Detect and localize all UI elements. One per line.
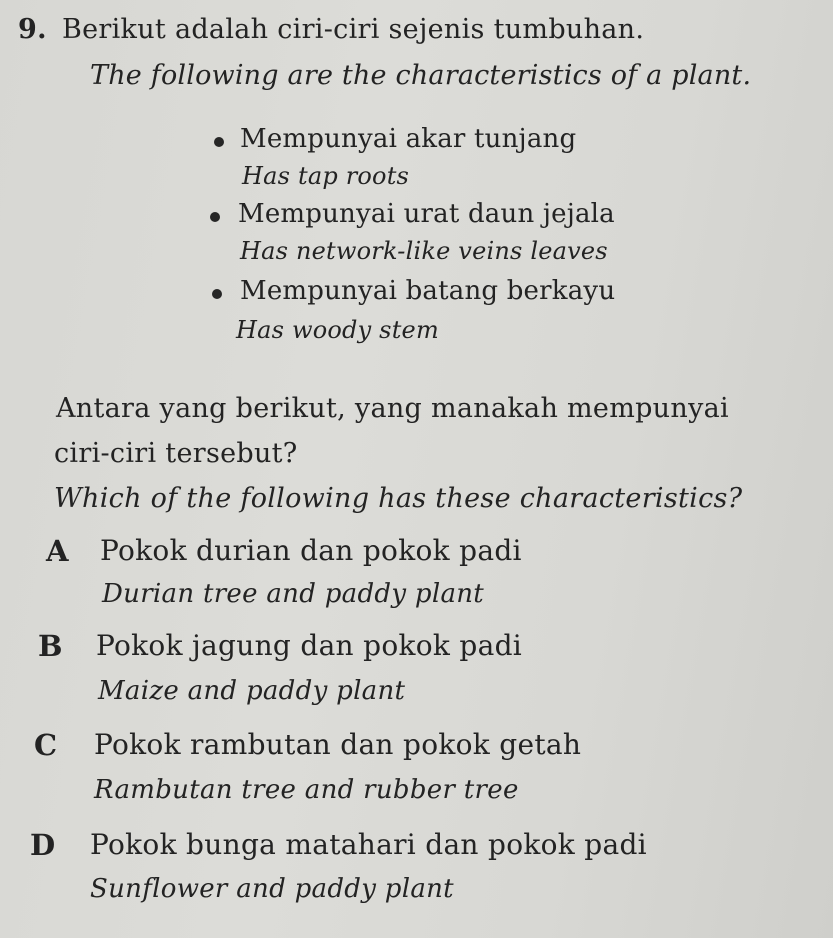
- option-malay: Pokok jagung dan pokok padi: [96, 629, 523, 662]
- characteristic-malay: Mempunyai batang berkayu: [240, 276, 616, 306]
- option-english: Sunflower and paddy plant: [90, 874, 454, 904]
- option-letter: D: [30, 828, 56, 862]
- bullet-icon: [210, 212, 220, 222]
- question-text-english: The following are the characteristics of a plant.: [90, 60, 752, 91]
- characteristic-english: Has tap roots: [242, 162, 410, 190]
- option-malay: Pokok bunga matahari dan pokok padi: [90, 828, 647, 861]
- characteristic-english: Has network-like veins leaves: [240, 237, 608, 265]
- option-letter: A: [46, 534, 69, 568]
- bullet-icon: [214, 137, 224, 147]
- prompt-malay-line2: ciri-ciri tersebut?: [54, 438, 298, 469]
- option-malay: Pokok durian dan pokok padi: [100, 534, 522, 567]
- characteristic-english: Has woody stem: [236, 316, 439, 344]
- option-english: Rambutan tree and rubber tree: [94, 775, 519, 805]
- option-letter: B: [38, 629, 63, 663]
- prompt-english: Which of the following has these characteristics?: [54, 483, 743, 514]
- option-malay: Pokok rambutan dan pokok getah: [94, 728, 582, 761]
- prompt-malay-line1: Antara yang berikut, yang manakah mempunyai: [56, 393, 729, 424]
- characteristic-malay: Mempunyai urat daun jejala: [238, 199, 615, 229]
- option-letter: C: [34, 728, 58, 762]
- question-text-malay: Berikut adalah ciri-ciri sejenis tumbuhan.: [62, 14, 645, 45]
- bullet-icon: [212, 289, 222, 299]
- characteristic-malay: Mempunyai akar tunjang: [240, 124, 577, 154]
- question-number: 9.: [18, 14, 47, 45]
- option-english: Durian tree and paddy plant: [102, 579, 485, 609]
- option-english: Maize and paddy plant: [98, 676, 406, 706]
